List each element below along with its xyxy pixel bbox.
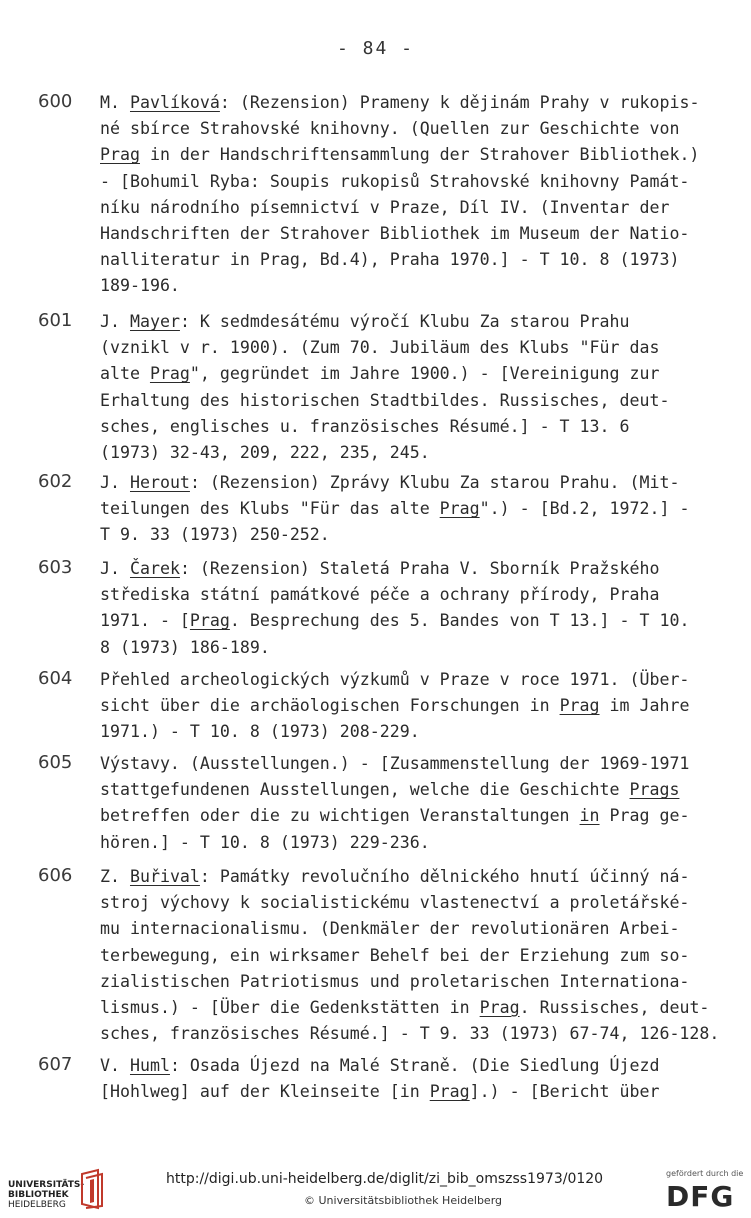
text-segment: Výstavy. (Ausstellungen.) - [Zusammenstellung der 1969-1971 <box>100 754 690 773</box>
text-segment: alte <box>100 364 150 384</box>
text-segment: sches, französisches Résumé.] - T 9. 33 (1973) 67-74, 126-128. <box>100 1024 720 1044</box>
entry-text-line <box>100 608 689 634</box>
entry-text-line <box>100 169 689 195</box>
library-name-line-2: BIBLIOTHEK <box>8 1190 69 1200</box>
underlined-term: Prag <box>479 998 520 1017</box>
copyright-notice: © Universitätsbibliothek Heidelberg <box>304 1194 503 1207</box>
entry-text-line <box>100 414 630 440</box>
text-segment: J. <box>100 559 130 578</box>
text-segment: nalliteratur in Prag, Bd.4), Praha 1970.] - T 10. 8 (1973) <box>100 250 680 270</box>
dfg-logo: DFG <box>666 1180 735 1213</box>
text-segment: . Besprechung des 5. Bandes von T 13.] - T 10. <box>229 611 690 631</box>
underlined-term: Pavlíková <box>129 93 220 112</box>
text-segment: - [Bohumil Ryba: Soupis rukopisů Strahovské knihovny Památ- <box>100 171 690 191</box>
entry-text-line <box>100 556 659 582</box>
underlined-term: Prag <box>559 696 600 716</box>
underlined-term: Buřival <box>129 867 200 886</box>
library-logo-text <box>8 1180 85 1210</box>
text-segment: sicht über die archäologischen Forschungen in <box>100 696 560 716</box>
page-footer <box>0 1160 751 1218</box>
text-segment: V. <box>100 1056 130 1075</box>
entry-text-line <box>100 309 630 335</box>
text-segment: hören.] - T 10. 8 (1973) 229-236. <box>100 832 430 852</box>
library-name-line-1: UNIVERSITÄTS- <box>8 1180 85 1190</box>
dfg-funding-note: gefördert durch die <box>666 1169 744 1178</box>
text-segment: níku národního písemnictví v Praze, Díl IV. (Inventar der <box>100 197 670 217</box>
entry-text-line <box>100 335 659 361</box>
text-segment: 1971.) - T 10. 8 (1973) 208-229. <box>100 722 420 742</box>
text-segment: : (Rezension) Zprávy Klubu Za starou Prahu. (Mit- <box>189 473 680 492</box>
text-segment: : (Rezension) Prameny k dějinám Prahy v rukopis- <box>219 93 700 112</box>
text-segment: mu internacionalismu. (Denkmäler der revolutionären Arbei- <box>100 919 680 939</box>
entry-text-line <box>100 693 689 719</box>
text-segment: ].) - [Bericht über <box>469 1082 660 1102</box>
entry-text-line <box>100 1021 719 1047</box>
entry-text-line <box>100 890 689 916</box>
entry-number: 603 <box>38 557 73 578</box>
underlined-term: Prag <box>429 1082 470 1102</box>
underlined-term: Huml <box>129 1056 170 1075</box>
text-segment: in der Handschriftensammlung der Strahover Bibliothek.) <box>139 145 700 165</box>
entry-text-line <box>100 247 679 273</box>
text-segment: 8 (1973) 186-189. <box>100 637 270 657</box>
text-segment: : Památky revolučního dělnického hnutí účinný ná- <box>199 867 690 886</box>
text-segment: terbewegung, ein wirksamer Behelf bei der Erziehung zum so- <box>100 945 690 965</box>
text-segment: ", gegründet im Jahre 1900.) - [Vereinigung zur <box>189 364 660 384</box>
entry-number: 605 <box>38 752 73 773</box>
underlined-term: Prag <box>100 145 140 165</box>
entry-text-line <box>100 388 669 414</box>
entry-text-line <box>100 635 270 661</box>
underlined-term: in <box>579 806 600 826</box>
entry-text-line <box>100 916 679 942</box>
text-segment: : (Rezension) Staletá Praha V. Sborník Pražského <box>179 559 660 578</box>
text-segment: J. <box>100 312 130 331</box>
entry-text-line <box>100 522 330 548</box>
text-segment: Handschriften der Strahover Bibliothek im Museum der Natio- <box>100 224 690 243</box>
entry-text-line <box>100 470 679 496</box>
entry-text-line <box>100 90 699 116</box>
text-segment: ".) - [Bd.2, 1972.] - <box>479 499 690 519</box>
entry-text-line <box>100 864 689 890</box>
text-segment: im Jahre <box>599 696 690 716</box>
entry-text-line <box>100 221 689 247</box>
entry-text-line <box>100 969 689 995</box>
underlined-term: Mayer <box>129 312 180 331</box>
entry-text-line <box>100 777 679 803</box>
text-segment: stroj výchovy k socialistickému vlastenectví a proletářské- <box>100 893 690 913</box>
text-segment: J. <box>100 473 130 492</box>
entry-number: 601 <box>38 310 73 331</box>
text-segment: : Osada Újezd na Malé Straně. (Die Siedlung Újezd <box>169 1056 660 1075</box>
text-segment: . Russisches, deut- <box>519 998 710 1017</box>
text-segment: betreffen oder die zu wichtigen Veranstaltungen <box>100 806 580 826</box>
source-url-link[interactable]: http://digi.ub.uni-heidelberg.de/diglit/zi_bib_omszss1973/0120 <box>166 1171 604 1187</box>
underlined-term: Prag <box>439 499 480 519</box>
text-segment: lismus.) - [Über die Gedenkstätten in <box>100 998 480 1017</box>
underlined-term: Prags <box>629 780 680 800</box>
entry-number: 604 <box>38 668 73 689</box>
entry-text-line <box>100 1079 659 1105</box>
entry-text-line <box>100 830 430 856</box>
text-segment: Z. <box>100 867 130 886</box>
library-name-line-3: HEIDELBERG <box>8 1200 66 1210</box>
text-segment: 189-196. <box>100 276 180 296</box>
page-number: - 84 - <box>336 38 415 59</box>
entry-number: 600 <box>38 91 73 112</box>
text-segment: Prag ge- <box>599 806 690 826</box>
entry-text-line <box>100 667 689 693</box>
text-segment: Erhaltung des historischen Stadtbildes. Russisches, deut- <box>100 390 670 410</box>
entry-text-line <box>100 943 689 969</box>
text-segment: (1973) 32-43, 209, 222, 235, 245. <box>100 443 430 462</box>
entry-text-line <box>100 719 420 745</box>
entry-text-line <box>100 995 709 1021</box>
text-segment: [Hohlweg] auf der Kleinseite [in <box>100 1082 430 1102</box>
entry-text-line <box>100 440 430 466</box>
text-segment: střediska státní památkové péče a ochrany přírody, Praha <box>100 585 660 605</box>
text-segment: zialistischen Patriotismus und proletarischen Internationa- <box>100 971 690 991</box>
text-segment: sches, englisches u. französisches Résumé.] - T 13. 6 <box>100 416 630 436</box>
entry-text-line <box>100 142 699 168</box>
entry-number: 607 <box>38 1054 73 1075</box>
entry-number: 606 <box>38 865 73 886</box>
entry-text-line <box>100 273 180 299</box>
underlined-term: Čarek <box>129 559 180 578</box>
library-logo-icon <box>76 1168 106 1210</box>
entry-text-line <box>100 1053 659 1079</box>
entry-text-line <box>100 582 659 608</box>
entry-text-line <box>100 803 689 829</box>
text-segment: M. <box>100 93 130 112</box>
text-segment: (vznikl v r. 1900). (Zum 70. Jubiläum des Klubs "Für das <box>100 338 660 358</box>
text-segment: teilungen des Klubs "Für das alte <box>100 499 440 519</box>
text-segment: T 9. 33 (1973) 250-252. <box>100 525 330 545</box>
underlined-term: Herout <box>129 473 190 492</box>
entry-text-line <box>100 116 679 142</box>
underlined-term: Prag <box>189 611 230 631</box>
entry-text-line <box>100 195 669 221</box>
text-segment: stattgefundenen Ausstellungen, welche die Geschichte <box>100 780 630 800</box>
underlined-term: Prag <box>149 364 190 384</box>
entry-text-line <box>100 751 689 777</box>
text-segment: 1971. - [ <box>100 611 190 631</box>
entry-text-line <box>100 496 689 522</box>
text-segment: : K sedmdesátému výročí Klubu Za starou Prahu <box>179 312 630 331</box>
entry-number: 602 <box>38 471 73 492</box>
text-segment: né sbírce Strahovské knihovny. (Quellen zur Geschichte von <box>100 119 680 139</box>
entry-text-line <box>100 361 659 387</box>
text-segment: Přehled archeologických výzkumů v Praze v roce 1971. (Über- <box>100 670 690 689</box>
